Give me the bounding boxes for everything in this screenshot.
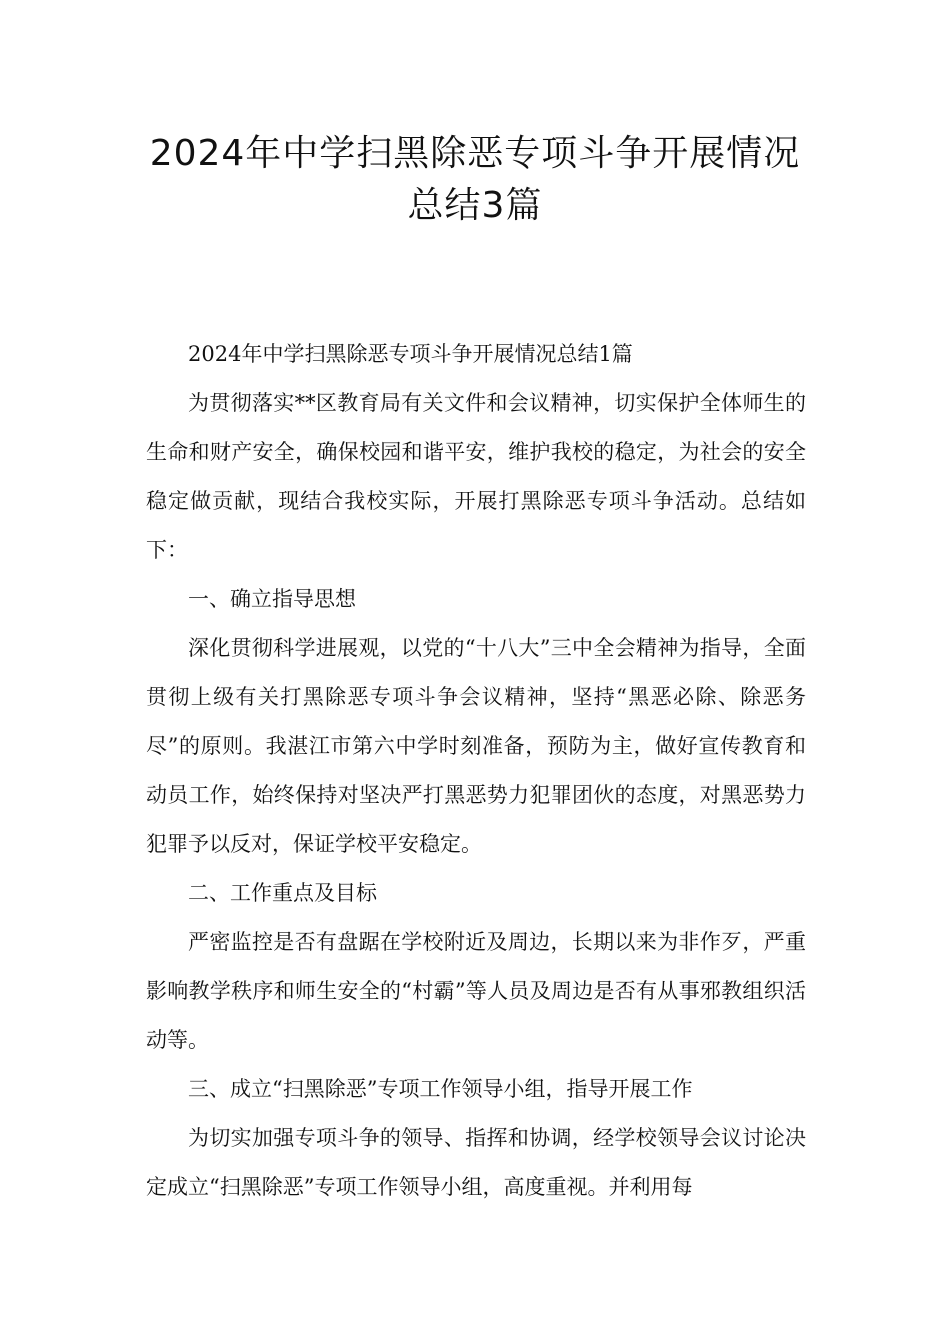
intro-paragraph: 为贯彻落实**区教育局有关文件和会议精神，切实保护全体师生的生命和财产安全，确保校园和谐平安，维护我校的稳定，为社会的安全稳定做贡献，现结合我校实际，开展打黑除恶专项斗争活动。总结如下： <box>146 391 806 562</box>
section-heading-summary-1: 2024年中学扫黑除恶专项斗争开展情况总结1篇 <box>188 342 633 366</box>
document-title-line-2: 总结3篇 <box>407 185 543 226</box>
focus-goals-paragraph: 严密监控是否有盘踞在学校附近及周边，长期以来为非作歹，严重影响教学秩序和师生安全的“村霸”等人员及周边是否有从事邪教组织活动等。 <box>146 930 806 1052</box>
guiding-thought-paragraph: 深化贯彻科学进展观，以党的“十八大”三中全会精神为指导，全面贯彻上级有关打黑除恶专项斗争会议精神，坚持“黑恶必除、除恶务尽”的原则。我湛江市第六中学时刻准备，预防为主，做好宣传教育和动员工作，始终保持对坚决严打黑恶势力犯罪团伙的态度，对黑恶势力犯罪予以反对，保证学校平安稳定。 <box>146 636 806 856</box>
document-body <box>146 330 806 1212</box>
section-heading-focus-goals: 二、工作重点及目标 <box>188 881 377 905</box>
document-title-line-1: 2024年中学扫黑除恶专项斗争开展情况 <box>149 133 801 174</box>
section-heading-guiding-thought: 一、确立指导思想 <box>188 587 356 611</box>
section-heading-leadership-group: 三、成立“扫黑除恶”专项工作领导小组，指导开展工作 <box>188 1077 693 1101</box>
leadership-group-paragraph: 为切实加强专项斗争的领导、指挥和协调，经学校领导会议讨论决定成立“扫黑除恶”专项工作领导小组，高度重视。并利用每 <box>146 1126 806 1199</box>
